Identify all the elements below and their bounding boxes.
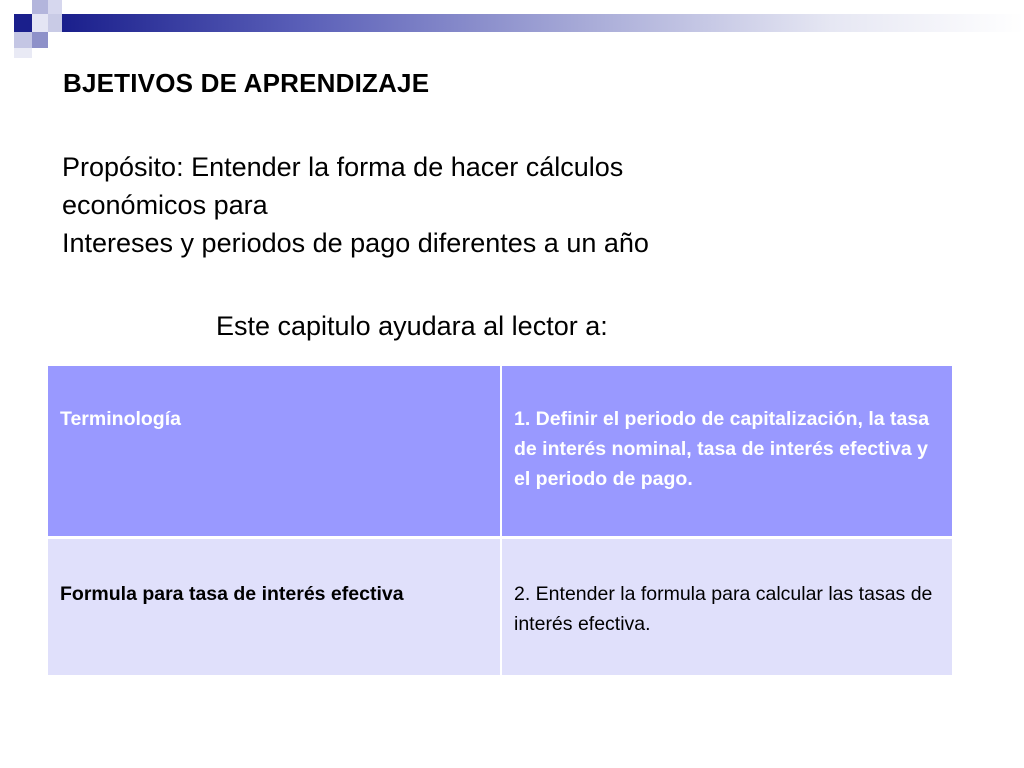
slide-title: BJETIVOS DE APRENDIZAJE xyxy=(63,68,430,98)
decor-square-icon xyxy=(32,0,48,14)
decor-square-icon xyxy=(14,48,32,58)
purpose-text xyxy=(62,148,962,262)
intro-text: Este capitulo ayudara al lector a: xyxy=(216,311,608,341)
decorative-header-band xyxy=(0,0,1024,58)
table-cell-topic: Terminología xyxy=(48,366,501,538)
table-row xyxy=(48,538,952,676)
purpose-line-1: Propósito: Entender la forma de hacer cálculos xyxy=(62,152,624,182)
decor-square-icon xyxy=(48,0,62,14)
table-row xyxy=(48,366,952,538)
purpose-line-3: Intereses y periodos de pago diferentes a un año xyxy=(62,228,649,258)
table-cell-topic: Formula para tasa de interés efectiva xyxy=(48,538,501,676)
decor-square-icon xyxy=(32,32,48,48)
table-cell-objective: 2. Entender la formula para calcular las tasas de interés efectiva. xyxy=(501,538,952,676)
objectives-table xyxy=(48,366,952,675)
header-gradient-line xyxy=(62,14,1024,32)
table-cell-objective: 1. Definir el periodo de capitalización, la tasa de interés nominal, tasa de interés efectiva y el periodo de pago. xyxy=(501,366,952,538)
purpose-line-2: económicos para xyxy=(62,190,268,220)
decor-square-icon xyxy=(14,14,32,32)
decor-square-icon xyxy=(48,14,62,32)
decor-square-icon xyxy=(32,14,48,32)
decor-square-icon xyxy=(14,32,32,48)
